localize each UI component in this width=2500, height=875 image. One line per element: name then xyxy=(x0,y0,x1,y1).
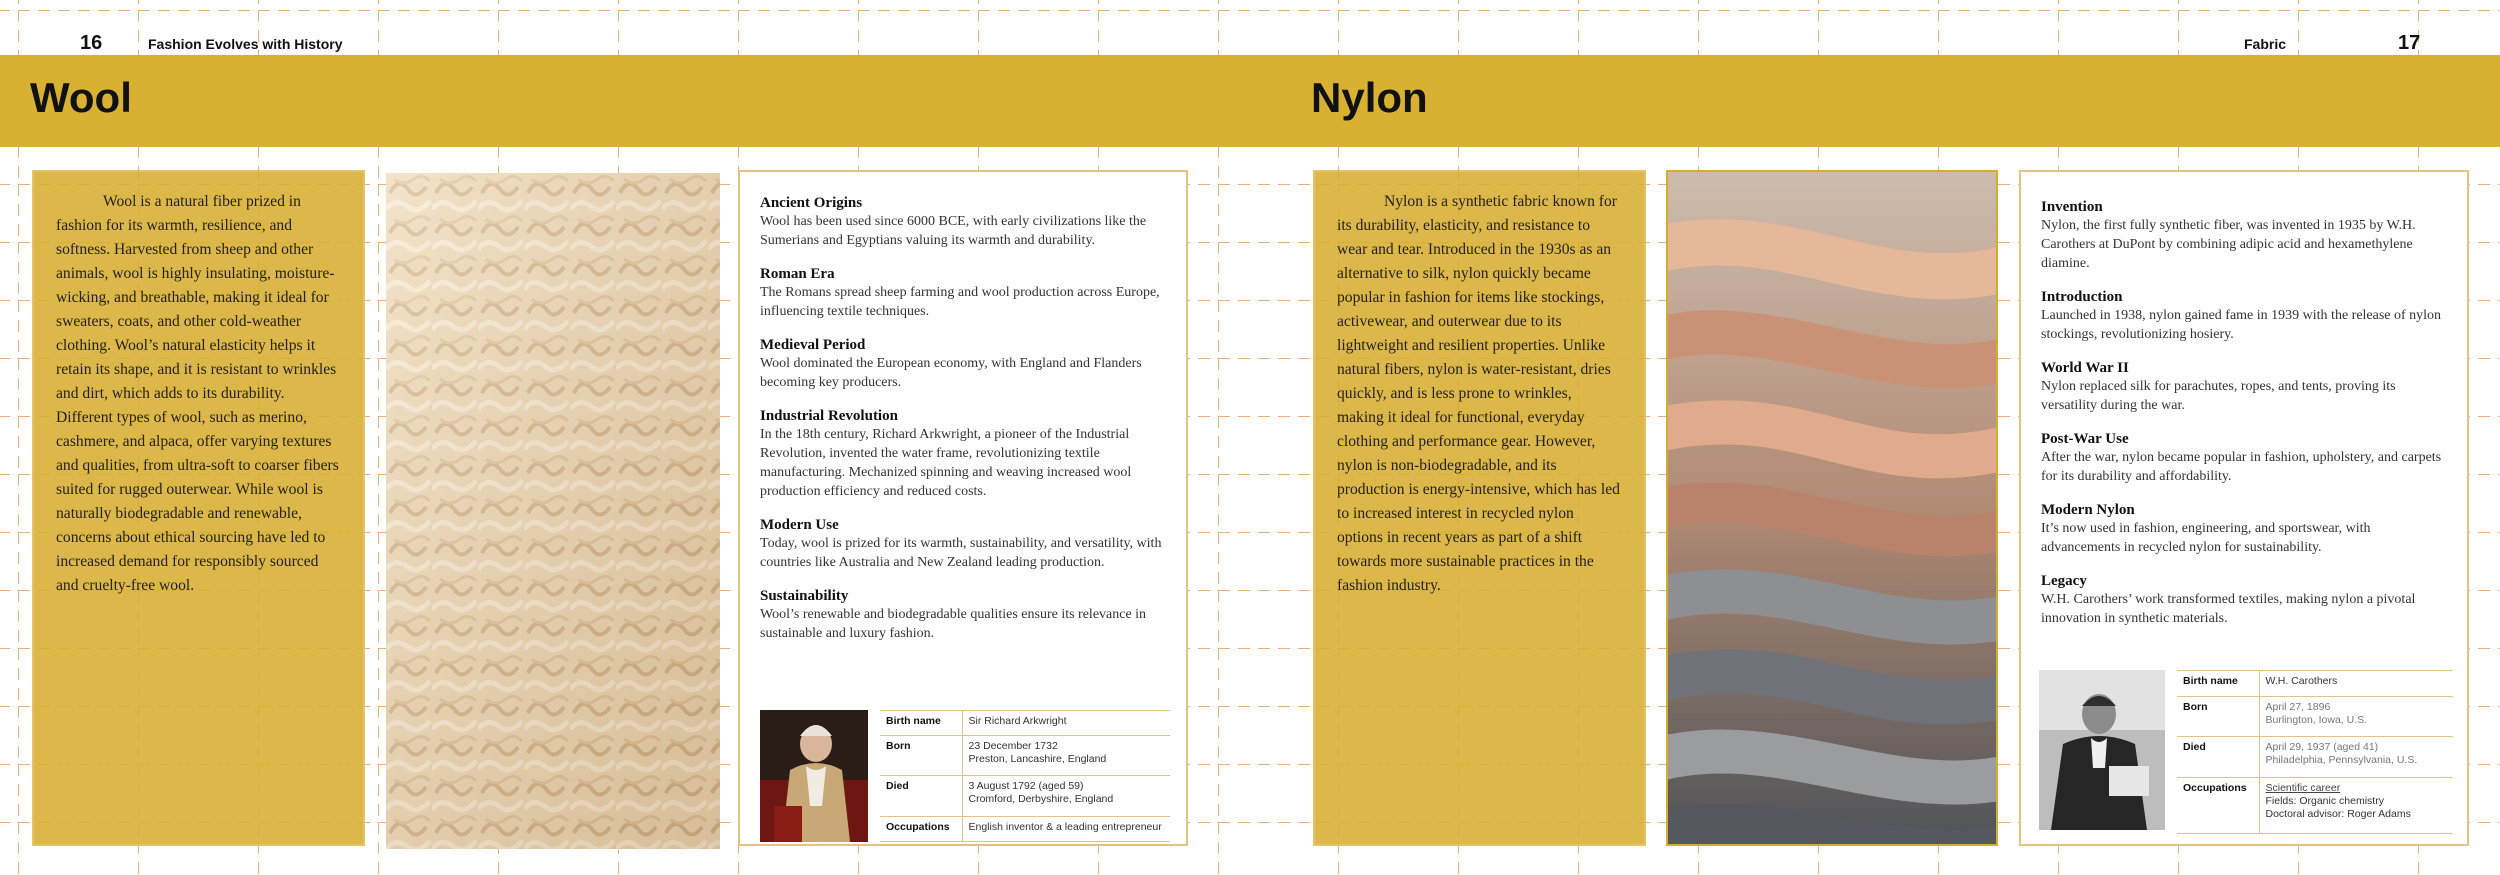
title-band xyxy=(0,55,2500,147)
scientific-career-link[interactable]: Scientific career xyxy=(2265,782,2341,795)
info-label: Born xyxy=(2177,696,2259,737)
info-row xyxy=(2177,696,2453,737)
info-label: Born xyxy=(880,736,962,776)
history-text: Wool dominated the European economy, with England and Flanders becoming key producers. xyxy=(760,356,1142,390)
history-text: In the 18th century, Richard Arkwright, a pioneer of the Industrial Revolution, invented the water frame, revolutionizing textile manufacturing. Mechanized spinning and weaving increased wool production efficiency and reduced costs. xyxy=(760,427,1132,499)
info-value xyxy=(2259,696,2453,737)
history-text: Wool’s renewable and biodegradable qualities ensure its relevance in sustainable and luxury fashion. xyxy=(760,607,1147,641)
wool-title: Wool xyxy=(30,74,132,121)
nylon-history-item xyxy=(2041,198,2447,273)
info-value: W.H. Carothers xyxy=(2259,671,2453,697)
info-value: Sir Richard Arkwright xyxy=(962,711,1170,736)
born-place: Preston, Lancashire, England xyxy=(968,753,1107,766)
history-text: Nylon, the first fully synthetic fiber, was invented in 1935 by W.H. Carothers at DuPont by combining adipic acid and hexamethylene diamine. xyxy=(2041,218,2416,271)
nylon-history-item xyxy=(2041,288,2447,344)
info-label: Occupations xyxy=(2177,778,2259,834)
nylon-history-item xyxy=(2041,359,2447,415)
history-text: Today, wool is prized for its warmth, sustainability, and versatility, with countries like Australia and New Zealand leading production. xyxy=(760,536,1162,570)
info-value xyxy=(2259,778,2453,834)
nylon-history-item xyxy=(2041,501,2447,557)
history-text: Launched in 1938, nylon gained fame in 1939 with the release of nylon stockings, revolutionizing hosiery. xyxy=(2041,308,2442,342)
history-heading: Invention xyxy=(2041,199,2103,215)
wool-history-item xyxy=(760,516,1166,572)
info-row xyxy=(2177,737,2453,778)
wool-fleece-image xyxy=(386,173,720,849)
info-value xyxy=(2259,737,2453,778)
arkwright-portrait xyxy=(760,710,868,842)
history-heading: Roman Era xyxy=(760,266,835,282)
wool-history-item xyxy=(760,587,1166,643)
history-text: W.H. Carothers’ work transformed textiles, making nylon a pivotal innovation in synthetic materials. xyxy=(2041,592,2416,626)
history-heading: Modern Nylon xyxy=(2041,502,2135,518)
history-text: It’s now used in fashion, engineering, and sportswear, with advancements in recycled nylon for sustainability. xyxy=(2041,521,2371,555)
right-running-title: Fabric xyxy=(2244,36,2287,52)
info-row xyxy=(880,816,1170,841)
history-heading: Medieval Period xyxy=(760,337,866,353)
info-label: Died xyxy=(880,776,962,816)
nylon-description: Nylon is a synthetic fabric known for its durability, elasticity, and resistance to wear and tear. Introduced in the 1930s as an alternative to silk, nylon quickly became popular in fashion for items like stockings, activewear, and outerwear due to its lightweight and resilient properties. Unlike natural fibers, nylon is water-resistant, dries quickly, and is less prone to wrinkles, making it ideal for functional, everyday clothing and performance gear. However, nylon is non-biodegradable, and its production is energy-intensive, which has led to increased interest in recycled nylon options in recent years as part of a shift towards more sustainable practices in the fashion industry. xyxy=(1337,193,1620,594)
info-value xyxy=(962,776,1170,816)
history-heading: Modern Use xyxy=(760,517,839,533)
left-page-number: 16 xyxy=(80,32,103,54)
history-heading: World War II xyxy=(2041,360,2129,376)
info-value xyxy=(962,736,1170,776)
nylon-history-item xyxy=(2041,430,2447,486)
died-date: April 29, 1937 (aged 41) xyxy=(2265,741,2379,754)
arkwright-infobox xyxy=(760,710,1170,842)
nylon-description-panel xyxy=(1313,170,1646,846)
history-heading: Sustainability xyxy=(760,588,849,604)
carothers-portrait xyxy=(2039,670,2165,830)
info-value: English inventor & a leading entrepreneur xyxy=(962,816,1170,841)
born-place: Burlington, Iowa, U.S. xyxy=(2265,713,2368,726)
right-page-number: 17 xyxy=(2398,32,2421,54)
born-date: 23 December 1732 xyxy=(968,740,1058,753)
wool-description: Wool is a natural fiber prized in fashion for its warmth, resilience, and softness. Harvested from sheep and other animals, wool is highly insulating, moisture-wicking, and breathable, making it ideal for sweaters, coats, and other cold-weather clothing. Wool’s natural elasticity helps it retain its shape, and it is resistant to wrinkles and dirt, which adds to its durability. Different types of wool, such as merino, cashmere, and alpaca, offer varying textures and qualities, from ultra-soft to coarser fibers suited for rugged outerwear. While wool is naturally biodegradable and renewable, concerns about ethical sourcing have led to increased demand for responsibly sourced and cruelty-free wool. xyxy=(56,193,339,594)
carothers-infobox xyxy=(2039,670,2453,834)
wool-history-item xyxy=(760,336,1166,392)
info-row xyxy=(880,736,1170,776)
advisor-text: Doctoral advisor: Roger Adams xyxy=(2265,808,2411,821)
history-text: Wool has been used since 6000 BCE, with early civilizations like the Sumerians and Egyptians valuing its warmth and durability. xyxy=(760,214,1147,248)
history-text: Nylon replaced silk for parachutes, ropes, and tents, proving its versatility during the war. xyxy=(2041,379,2396,413)
fields-text: Fields: Organic chemistry xyxy=(2265,795,2384,808)
nylon-yarn-image xyxy=(1666,170,1998,846)
info-row xyxy=(2177,671,2453,697)
carothers-info-table xyxy=(2177,670,2453,834)
arkwright-info-table xyxy=(880,710,1170,842)
born-date: April 27, 1896 xyxy=(2265,700,2331,713)
history-heading: Legacy xyxy=(2041,573,2087,589)
info-label: Died xyxy=(2177,737,2259,778)
history-heading: Post-War Use xyxy=(2041,431,2129,447)
info-row xyxy=(880,711,1170,736)
history-text: After the war, nylon became popular in fashion, upholstery, and carpets for its durability and affordability. xyxy=(2041,450,2442,484)
died-place: Philadelphia, Pennsylvania, U.S. xyxy=(2265,754,2418,767)
nylon-history-item xyxy=(2041,572,2447,628)
info-label: Occupations xyxy=(880,816,962,841)
nylon-title: Nylon xyxy=(1311,74,1428,121)
history-text: The Romans spread sheep farming and wool production across Europe, influencing textile techniques. xyxy=(760,285,1160,319)
info-row xyxy=(2177,778,2453,834)
died-date: 3 August 1792 (aged 59) xyxy=(968,780,1084,793)
history-heading: Introduction xyxy=(2041,289,2123,305)
info-label: Birth name xyxy=(2177,671,2259,697)
wool-description-panel xyxy=(32,170,365,846)
info-row xyxy=(880,776,1170,816)
died-place: Cromford, Derbyshire, England xyxy=(968,793,1114,806)
history-heading: Ancient Origins xyxy=(760,195,863,211)
left-running-title: Fashion Evolves with History xyxy=(148,36,343,52)
history-heading: Industrial Revolution xyxy=(760,408,898,424)
wool-history-item xyxy=(760,407,1166,501)
info-label: Birth name xyxy=(880,711,962,736)
wool-history-item xyxy=(760,265,1166,321)
wool-history-item xyxy=(760,194,1166,250)
